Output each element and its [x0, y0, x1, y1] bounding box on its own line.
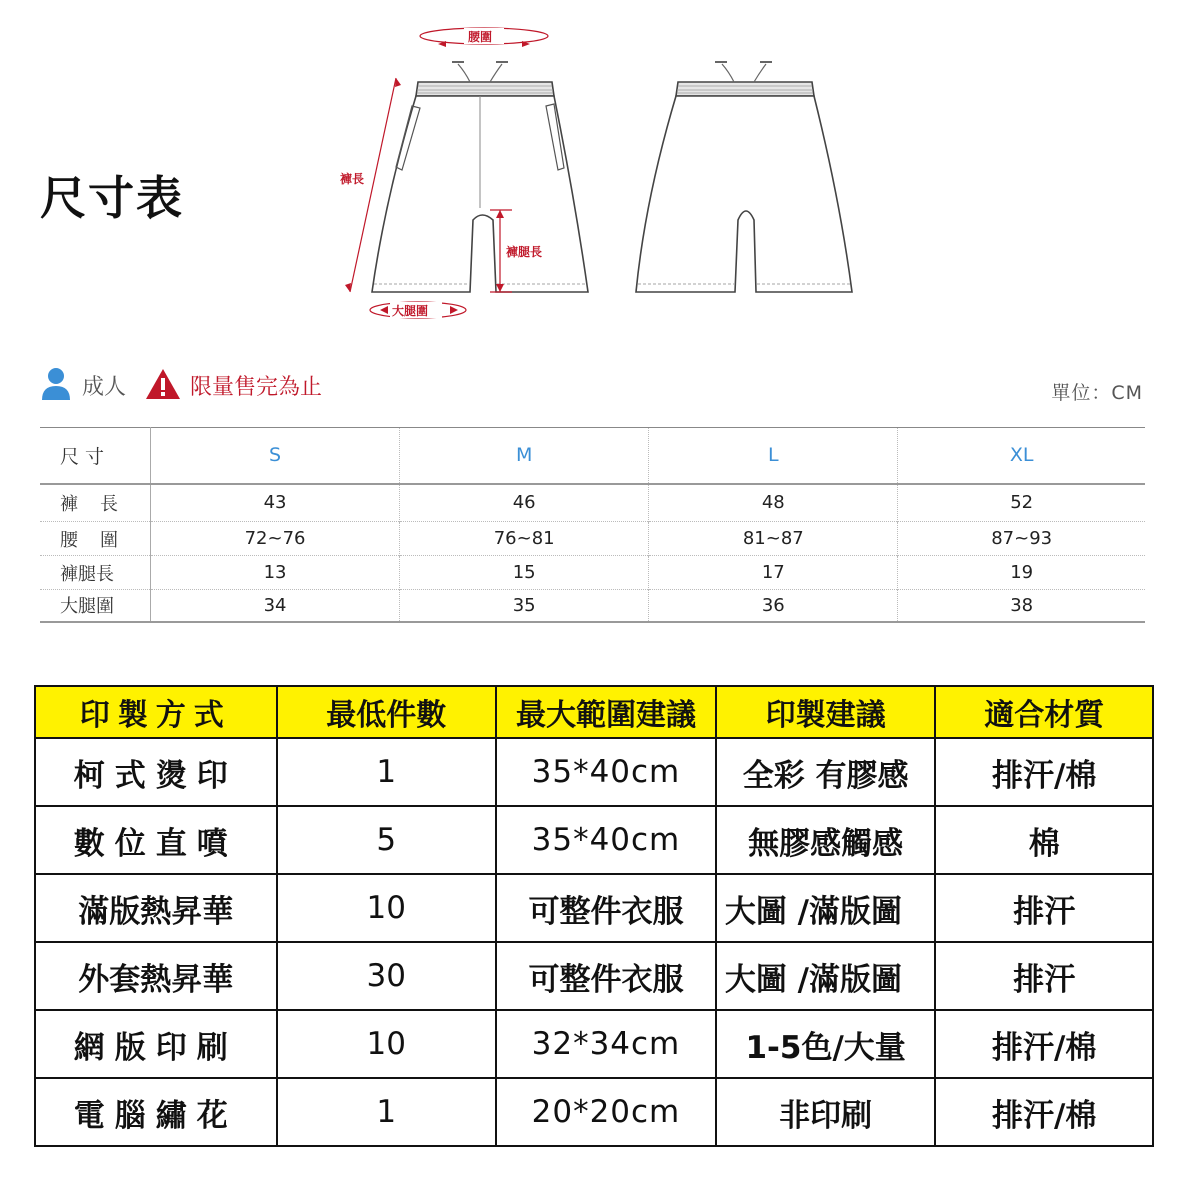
- cell: 81~87: [649, 522, 898, 556]
- cell: 38: [898, 590, 1145, 622]
- shorts-diagram: [330, 20, 890, 340]
- table-row: [35, 942, 1153, 1010]
- person-icon: [40, 366, 72, 404]
- advice-cell: 大圖 /滿版圖: [716, 942, 936, 1010]
- min-qty-cell: 1: [277, 738, 497, 806]
- shorts-back: [636, 62, 852, 292]
- cell: 87~93: [898, 522, 1145, 556]
- notice-label: 限量售完為止: [190, 375, 323, 400]
- material-cell: 棉: [935, 806, 1153, 874]
- max-area-cell: 32*34cm: [496, 1010, 716, 1078]
- cell: 72~76: [151, 522, 400, 556]
- size-corner: 尺寸: [40, 428, 151, 484]
- max-area-cell: 35*40cm: [496, 806, 716, 874]
- meta-bar: [40, 366, 1145, 404]
- size-col-l: L: [649, 428, 898, 484]
- max-area-cell: 20*20cm: [496, 1078, 716, 1146]
- material-cell: 排汗: [935, 874, 1153, 942]
- method-cell: 電腦繡花: [35, 1078, 277, 1146]
- advice-cell: 全彩 有膠感: [716, 738, 936, 806]
- unit-label: 單位：CM: [1051, 382, 1143, 404]
- advice-cell: 大圖 /滿版圖: [716, 874, 936, 942]
- header-advice: 印製建議: [716, 686, 936, 738]
- row-label-inseam: 褲腿長: [40, 556, 151, 590]
- shorts-front: [372, 62, 588, 292]
- material-cell: 排汗: [935, 942, 1153, 1010]
- header-material: 適合材質: [935, 686, 1153, 738]
- cell: 17: [649, 556, 898, 590]
- page-title: 尺寸表: [40, 171, 184, 225]
- inseam-label: 褲腿長: [506, 245, 543, 259]
- print-header-row: [35, 686, 1153, 738]
- min-qty-cell: 5: [277, 806, 497, 874]
- cell: 34: [151, 590, 400, 622]
- size-col-xl: XL: [898, 428, 1145, 484]
- length-label: 褲長: [340, 172, 365, 186]
- method-cell: 網版印刷: [35, 1010, 277, 1078]
- material-cell: 排汗/棉: [935, 1010, 1153, 1078]
- max-area-cell: 35*40cm: [496, 738, 716, 806]
- row-label-waist: 腰圍: [40, 522, 151, 556]
- table-row: [40, 556, 1145, 590]
- min-qty-cell: 10: [277, 1010, 497, 1078]
- max-area-cell: 可整件衣服: [496, 942, 716, 1010]
- thigh-label: 大腿圍: [392, 304, 429, 318]
- print-method-table: [34, 685, 1154, 1147]
- material-cell: 排汗/棉: [935, 738, 1153, 806]
- max-area-cell: 可整件衣服: [496, 874, 716, 942]
- method-cell: 外套熱昇華: [35, 942, 277, 1010]
- table-row: [40, 590, 1145, 622]
- table-row: [35, 874, 1153, 942]
- min-qty-cell: 30: [277, 942, 497, 1010]
- cell: 52: [898, 484, 1145, 522]
- advice-cell: 1-5色/大量: [716, 1010, 936, 1078]
- table-row: [35, 1010, 1153, 1078]
- min-qty-cell: 1: [277, 1078, 497, 1146]
- row-label-length: 褲長: [40, 484, 151, 522]
- header-max-area: 最大範圍建議: [496, 686, 716, 738]
- row-label-thigh: 大腿圍: [40, 590, 151, 622]
- table-row: [35, 738, 1153, 806]
- cell: 36: [649, 590, 898, 622]
- method-cell: 滿版熱昇華: [35, 874, 277, 942]
- size-header-row: [40, 428, 1145, 484]
- audience-label: 成人: [82, 375, 127, 400]
- table-row: [35, 806, 1153, 874]
- method-cell: 柯式燙印: [35, 738, 277, 806]
- header-method: 印製方式: [35, 686, 277, 738]
- waist-label: 腰圍: [468, 30, 493, 44]
- table-row: [40, 484, 1145, 522]
- cell: 48: [649, 484, 898, 522]
- size-col-s: S: [151, 428, 400, 484]
- header-min-qty: 最低件數: [277, 686, 497, 738]
- min-qty-cell: 10: [277, 874, 497, 942]
- cell: 43: [151, 484, 400, 522]
- warning-icon: [145, 368, 181, 404]
- cell: 35: [400, 590, 649, 622]
- size-col-m: M: [400, 428, 649, 484]
- size-table: [40, 427, 1145, 623]
- method-cell: 數位直噴: [35, 806, 277, 874]
- cell: 19: [898, 556, 1145, 590]
- advice-cell: 無膠感觸感: [716, 806, 936, 874]
- cell: 13: [151, 556, 400, 590]
- cell: 46: [400, 484, 649, 522]
- material-cell: 排汗/棉: [935, 1078, 1153, 1146]
- table-row: [40, 522, 1145, 556]
- table-row: [35, 1078, 1153, 1146]
- cell: 15: [400, 556, 649, 590]
- cell: 76~81: [400, 522, 649, 556]
- advice-cell: 非印刷: [716, 1078, 936, 1146]
